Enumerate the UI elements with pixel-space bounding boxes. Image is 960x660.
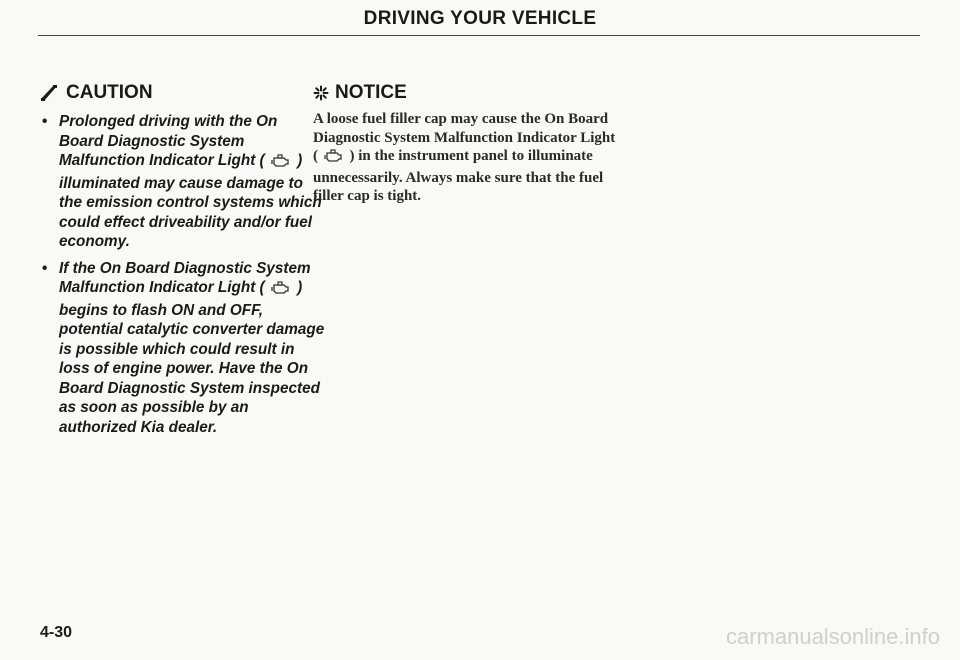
- bullet: •: [42, 113, 48, 130]
- caution-item-text-after: ) illuminated may cause damage to the emission control systems which could effect driveability and/or fuel economy.: [59, 152, 322, 250]
- page-header-title: DRIVING YOUR VEHICLE: [363, 8, 597, 29]
- caution-item: [40, 259, 325, 438]
- notice-text-after: ) in the instrument panel to illuminate unnecessarily. Always make sure that the fuel filler cap is tight.: [313, 148, 604, 204]
- caution-item-text-before: If the On Board Diagnostic System Malfunction Indicator Light (: [59, 259, 311, 296]
- engine-check-icon: [324, 149, 344, 169]
- watermark: carmanualsonline.info: [725, 624, 940, 649]
- caution-item-text-after: ) begins to flash ON and OFF, potential catalytic converter damage is possible which could result in loss of engine power. Have the On Board Diagnostic System inspected as soon as possible by an authorized Kia dealer.: [59, 279, 325, 436]
- bullet: •: [42, 259, 48, 277]
- notice-heading-text: NOTICE: [335, 82, 407, 103]
- page-number: 4-30: [40, 624, 73, 641]
- caution-list: [40, 112, 325, 437]
- notice-section: [313, 82, 643, 206]
- caution-item-text-before: Prolonged driving with the On Board Diagnostic System Malfunction Indicator Light (: [59, 113, 278, 169]
- caution-heading: [40, 82, 325, 104]
- notice-text-before: A loose fuel filler cap may cause the On Board Diagnostic System Malfunction Indicator Light (: [313, 111, 616, 164]
- caution-slash-icon: [40, 84, 58, 102]
- notice-heading: [313, 82, 643, 104]
- engine-check-icon: [271, 281, 291, 301]
- header-rule: [38, 35, 920, 36]
- asterisk-icon: [313, 85, 329, 101]
- caution-section: [40, 82, 325, 444]
- notice-body: [313, 110, 618, 206]
- caution-heading-text: CAUTION: [66, 82, 153, 103]
- engine-check-icon: [271, 154, 291, 174]
- caution-item: [40, 112, 325, 252]
